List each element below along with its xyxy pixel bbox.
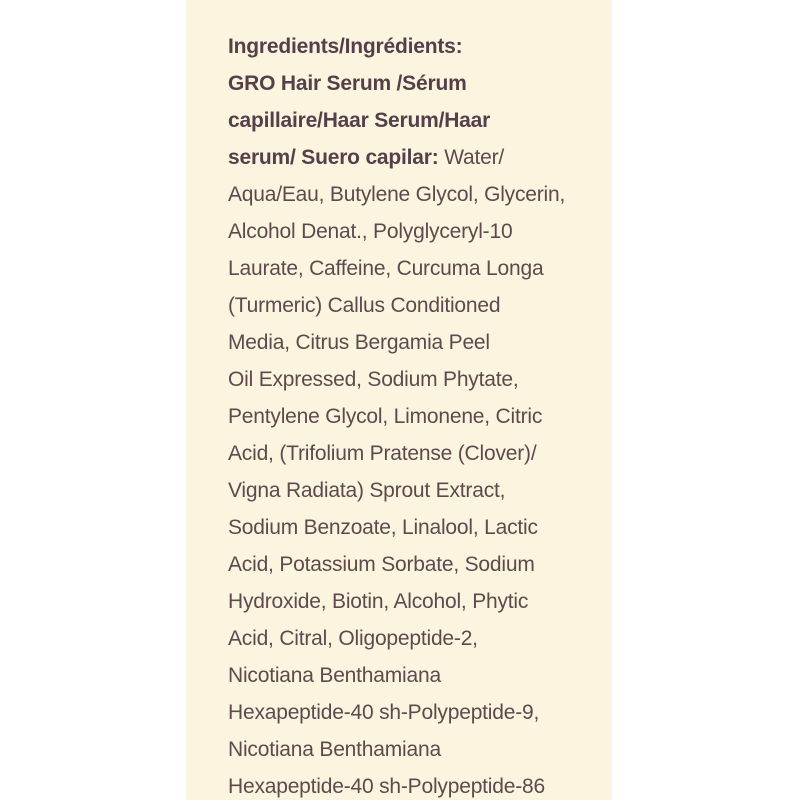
- ingredient-text: Nicotiana Benthamiana: [228, 664, 441, 687]
- ingredient-text: Acid, (Trifolium Pratense (Clover)/: [228, 442, 537, 465]
- ingredient-text: Sodium Benzoate, Linalool, Lactic: [228, 516, 538, 539]
- ingredient-label-panel: [186, 0, 612, 800]
- ingredient-heading-text: Ingredients/Ingrédients:: [228, 35, 463, 58]
- ingredient-line: [228, 435, 608, 472]
- ingredient-line: [228, 176, 608, 213]
- ingredient-heading-text: capillaire/Haar Serum/Haar: [228, 109, 491, 132]
- ingredient-heading-text: serum/ Suero capilar:: [228, 146, 445, 169]
- ingredient-line: [228, 102, 608, 139]
- ingredient-line: [228, 398, 608, 435]
- ingredient-text: Acid, Potassium Sorbate, Sodium: [228, 553, 535, 576]
- ingredient-text: Hydroxide, Biotin, Alcohol, Phytic: [228, 590, 529, 613]
- ingredient-text: Nicotiana Benthamiana: [228, 738, 441, 761]
- ingredient-line: [228, 731, 608, 768]
- ingredient-text: Laurate, Caffeine, Curcuma Longa: [228, 257, 544, 280]
- ingredient-line: [228, 472, 608, 509]
- ingredient-text: Water/: [444, 146, 505, 169]
- ingredient-text: Oil Expressed, Sodium Phytate,: [228, 368, 519, 391]
- ingredient-line: [228, 546, 608, 583]
- ingredient-text: Vigna Radiata) Sprout Extract,: [228, 479, 506, 502]
- ingredient-line: [228, 694, 608, 731]
- ingredient-text: Media, Citrus Bergamia Peel: [228, 331, 490, 354]
- ingredient-text: Hexapeptide-40 sh-Polypeptide-86: [228, 775, 545, 798]
- ingredient-line: [228, 768, 608, 800]
- ingredient-line: [228, 657, 608, 694]
- ingredient-heading-text: GRO Hair Serum /Sérum: [228, 72, 467, 95]
- ingredient-line: [228, 65, 608, 102]
- ingredient-list: [228, 28, 608, 800]
- ingredient-text: (Turmeric) Callus Conditioned: [228, 294, 501, 317]
- ingredient-text: Aqua/Eau, Butylene Glycol, Glycerin,: [228, 183, 566, 206]
- ingredient-text: Alcohol Denat., Polyglyceryl-10: [228, 220, 513, 243]
- ingredient-line: [228, 509, 608, 546]
- ingredient-line: [228, 583, 608, 620]
- ingredient-line: [228, 324, 608, 361]
- ingredient-line: [228, 213, 608, 250]
- ingredient-text: Hexapeptide-40 sh-Polypeptide-9,: [228, 701, 540, 724]
- ingredient-text: Pentylene Glycol, Limonene, Citric: [228, 405, 543, 428]
- ingredient-line: [228, 620, 608, 657]
- ingredient-line: [228, 250, 608, 287]
- ingredient-line: [228, 28, 608, 65]
- ingredient-text: Acid, Citral, Oligopeptide-2,: [228, 627, 478, 650]
- ingredient-line: [228, 287, 608, 324]
- ingredient-line: [228, 361, 608, 398]
- ingredient-line: [228, 139, 608, 176]
